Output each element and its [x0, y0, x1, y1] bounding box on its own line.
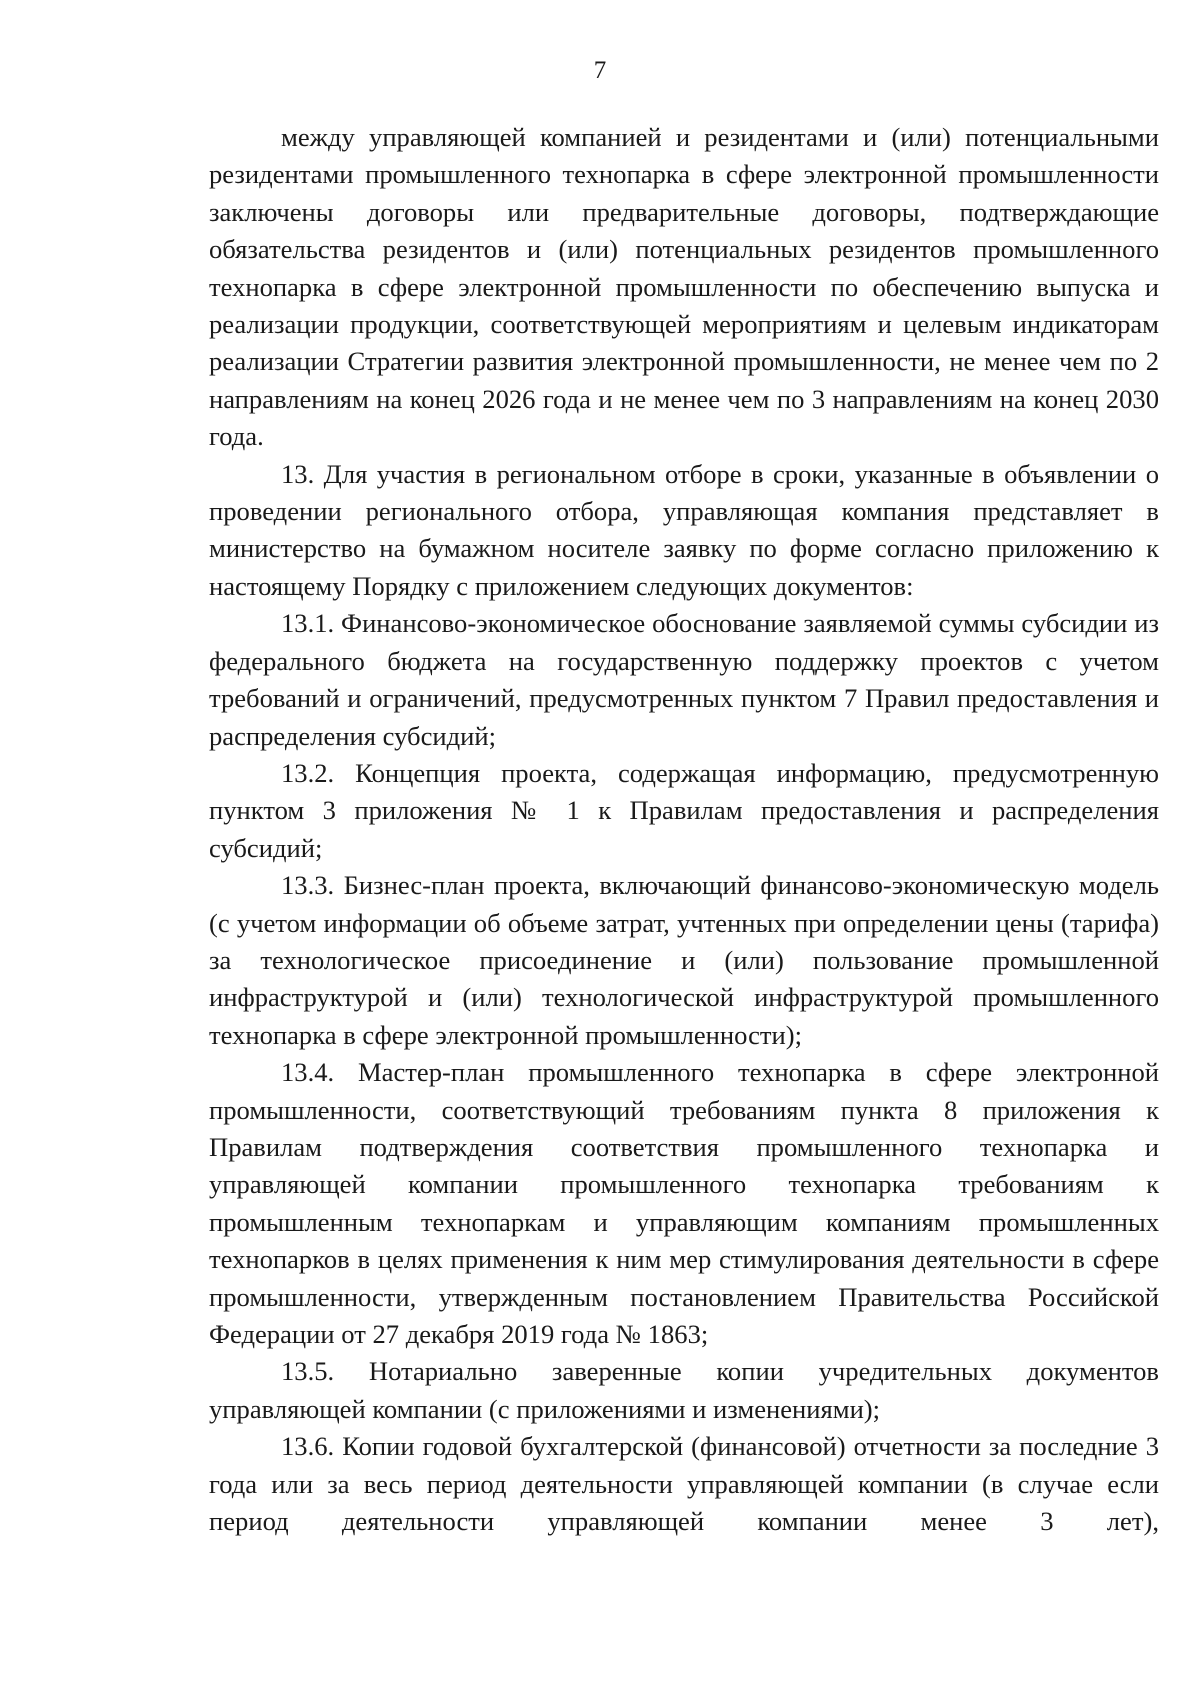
paragraph-13-3: 13.3. Бизнес-план проекта, включающий финансово-экономическую модель (с учетом информации об объеме затрат, учтенных при определении цены (тарифа) за технологическое присоединение и (или) пользование промышленной инфраструктурой и (или) технологической инфраструктурой промышленного технопарка в сфере электронной промышленности); [209, 870, 1159, 1050]
paragraph-13-6: 13.6. Копии годовой бухгалтерской (финансовой) отчетности за последние 3 года или за весь период деятельности управляющей компании (в случае если период деятельности управляющей компании менее 3 лет), [209, 1431, 1159, 1537]
page-number: 7 [593, 57, 607, 84]
paragraph-13-2: 13.2. Концепция проекта, содержащая информацию, предусмотренную пунктом 3 приложения № 1 к Правилам предоставления и распределения субсидий; [209, 757, 1159, 863]
paragraph-13-5: 13.5. Нотариально заверенные копии учредительных документов управляющей компании (с приложениями и изменениями); [209, 1356, 1159, 1424]
paragraph-13-4: 13.4. Мастер-план промышленного технопарка в сфере электронной промышленности, соответствующий требованиям пункта 8 приложения к Правилам подтверждения соответствия промышленного технопарка и управляющей компании промышленного технопарка требованиям к промышленным технопаркам и управляющим компаниям промышленных технопарков в целях применения к ним мер стимулирования деятельности в сфере промышленности, утвержденным постановлением Правительства Российской Федерации от 27 декабря 2019 года № 1863; [209, 1057, 1159, 1349]
paragraph-13: 13. Для участия в региональном отборе в сроки, указанные в объявлении о проведении регионального отбора, управляющая компания представляет в министерство на бумажном носителе заявку по форме согласно приложению к настоящему Порядку с приложением следующих документов: [209, 458, 1159, 601]
paragraph-13-1: 13.1. Финансово-экономическое обоснование заявляемой суммы субсидии из федерального бюджета на государственную поддержку проектов с учетом требований и ограничений, предусмотренных пунктом 7 Правил предоставления и распределения субсидий; [209, 608, 1159, 751]
document-body [209, 119, 1159, 1540]
paragraph-continued: между управляющей компанией и резидентами и (или) потенциальными резидентами промышленного технопарка в сфере электронной промышленности заключены договоры или предварительные договоры, подтверждающие обязательства резидентов и (или) потенциальных резидентов промышленного технопарка в сфере электронной промышленности по обеспечению выпуска и реализации продукции, соответствующей мероприятиям и целевым индикаторам реализации Стратегии развития электронной промышленности, не менее чем по 2 направлениям на конец 2026 года и не менее чем по 3 направлениям на конец 2030 года. [209, 122, 1159, 452]
